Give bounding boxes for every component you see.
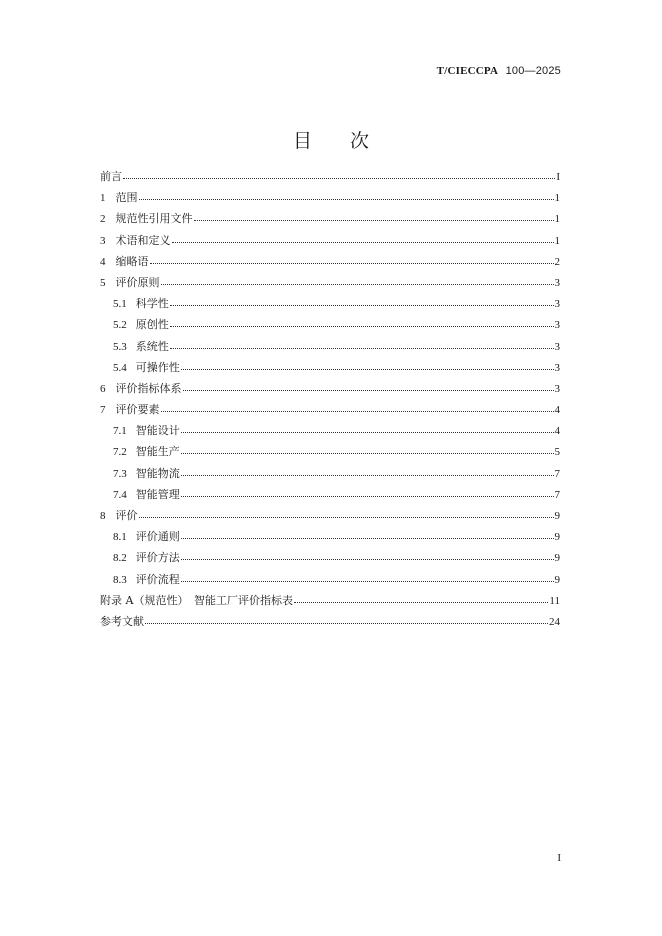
toc-entry-label: 术语和定义 [115,233,171,247]
toc-entry-label: 评价要素 [115,403,160,417]
toc-dot-leader [170,340,554,349]
toc-entry-page: 9 [554,552,560,565]
toc-entry-page: 1 [554,192,560,205]
toc-dot-leader [181,361,554,370]
toc-entry[interactable] [100,505,560,526]
toc-entry[interactable] [100,590,560,611]
toc-entry[interactable] [100,463,560,484]
toc-entry[interactable] [100,314,560,335]
toc-entry-page: 7 [554,467,560,480]
toc-entry-page: 3 [554,319,560,332]
toc-entry[interactable] [100,547,560,568]
toc-entry-page: 4 [554,425,560,438]
page-title: 目 次 [292,130,369,152]
toc-entry-label: 可操作性 [135,360,180,374]
toc-entry-label: 原创性 [135,318,169,332]
toc-entry[interactable] [100,272,560,293]
toc-entry-page: I [556,171,560,183]
toc-entry-label: 参考文献 [100,614,144,628]
toc-entry-page: 1 [554,213,560,226]
toc-entry[interactable] [100,378,560,399]
toc-entry[interactable] [100,251,560,272]
toc-entry[interactable] [100,293,560,314]
toc-entry-label: 智能物流 [135,466,180,480]
toc-entry-page: 3 [554,382,560,395]
standard-number: 100—2025 [505,65,561,77]
toc-entry-label: 评价流程 [135,572,180,586]
toc-entry[interactable] [100,441,560,462]
toc-entry-number: 7.3 [113,467,127,480]
toc-entry[interactable] [100,208,560,229]
toc-entry-number: 5.1 [113,298,127,311]
toc-entry-page: 3 [554,361,560,374]
toc-entry-label: 智能生产 [135,445,180,459]
toc-dot-leader [294,594,548,603]
toc-entry-label: 缩略语 [115,254,149,268]
toc-entry-label: 系统性 [135,339,169,353]
toc-entry-label: 科学性 [135,297,169,311]
toc-dot-leader [161,276,554,285]
toc-entry-label: 评价指标体系 [115,381,182,395]
toc-dot-leader [145,615,548,624]
table-of-contents [100,166,560,632]
toc-entry[interactable] [100,526,560,547]
toc-dot-leader [181,573,554,582]
toc-entry-label: 规范性引用文件 [115,212,193,226]
toc-entry-number: 1 [100,192,106,205]
toc-entry[interactable] [100,569,560,590]
toc-dot-leader [139,509,554,518]
toc-entry-page: 9 [554,531,560,544]
toc-entry-page: 4 [554,404,560,417]
toc-entry-number: 3 [100,234,106,247]
toc-entry-label: 智能设计 [135,424,180,438]
toc-entry-page: 11 [549,594,560,607]
toc-entry[interactable] [100,484,560,505]
toc-entry-page: 7 [554,488,560,501]
toc-entry-number: 7.1 [113,425,127,438]
toc-entry-page: 9 [554,573,560,586]
toc-entry-label: 评价 [115,509,138,522]
toc-entry[interactable] [100,399,560,420]
page-number: I [557,852,561,864]
toc-dot-leader [181,530,554,539]
toc-entry-label: 评价原则 [115,275,160,289]
toc-dot-leader [181,488,554,497]
toc-dot-leader [181,424,554,433]
toc-entry-number: 5.4 [113,361,127,374]
toc-entry-number: 7.4 [113,488,127,501]
toc-entry-label: 范围 [115,191,138,205]
toc-dot-leader [194,212,554,221]
toc-entry[interactable] [100,336,560,357]
toc-entry-label: 评价通则 [135,530,180,544]
toc-dot-leader [172,234,554,243]
toc-entry[interactable] [100,166,560,187]
toc-entry-number: 6 [100,382,106,395]
toc-entry-label: 前言 [100,170,122,183]
toc-entry[interactable] [100,420,560,441]
toc-entry-number: 5.3 [113,340,127,353]
toc-dot-leader [170,297,554,306]
toc-dot-leader [181,467,554,476]
toc-entry-page: 2 [554,255,560,268]
toc-entry[interactable] [100,187,560,208]
toc-entry-number: 8.1 [113,531,127,544]
toc-entry-page: 9 [554,510,560,522]
toc-entry-page: 24 [549,615,560,628]
toc-dot-leader [183,382,554,391]
toc-dot-leader [170,318,554,327]
toc-dot-leader [181,445,554,454]
toc-entry[interactable] [100,357,560,378]
toc-entry-number: 8 [100,510,106,522]
toc-entry-label: 附录 A（规范性） 智能工厂评价指标表 [100,593,293,607]
toc-dot-leader [123,170,555,179]
toc-entry-page: 3 [554,298,560,311]
toc-entry-number: 8.3 [113,573,127,586]
toc-entry-number: 2 [100,213,106,226]
toc-entry-number: 7.2 [113,446,127,459]
toc-dot-leader [139,191,554,200]
toc-dot-leader [161,403,554,412]
standard-code: T/CIECCPA [436,65,499,77]
toc-entry-number: 8.2 [113,552,127,565]
toc-entry-number: 5.2 [113,319,127,332]
toc-entry[interactable] [100,611,560,632]
document-header [437,64,561,77]
toc-entry-label: 评价方法 [135,551,180,565]
toc-entry[interactable] [100,230,560,251]
toc-entry-label: 智能管理 [135,487,180,501]
toc-entry-page: 5 [554,446,560,459]
toc-entry-number: 4 [100,255,106,268]
toc-entry-page: 3 [554,276,560,289]
toc-entry-number: 7 [100,404,106,417]
toc-entry-number: 5 [100,276,106,289]
toc-entry-page: 3 [554,340,560,353]
toc-entry-page: 1 [554,234,560,247]
toc-dot-leader [181,551,554,560]
toc-dot-leader [150,255,554,264]
